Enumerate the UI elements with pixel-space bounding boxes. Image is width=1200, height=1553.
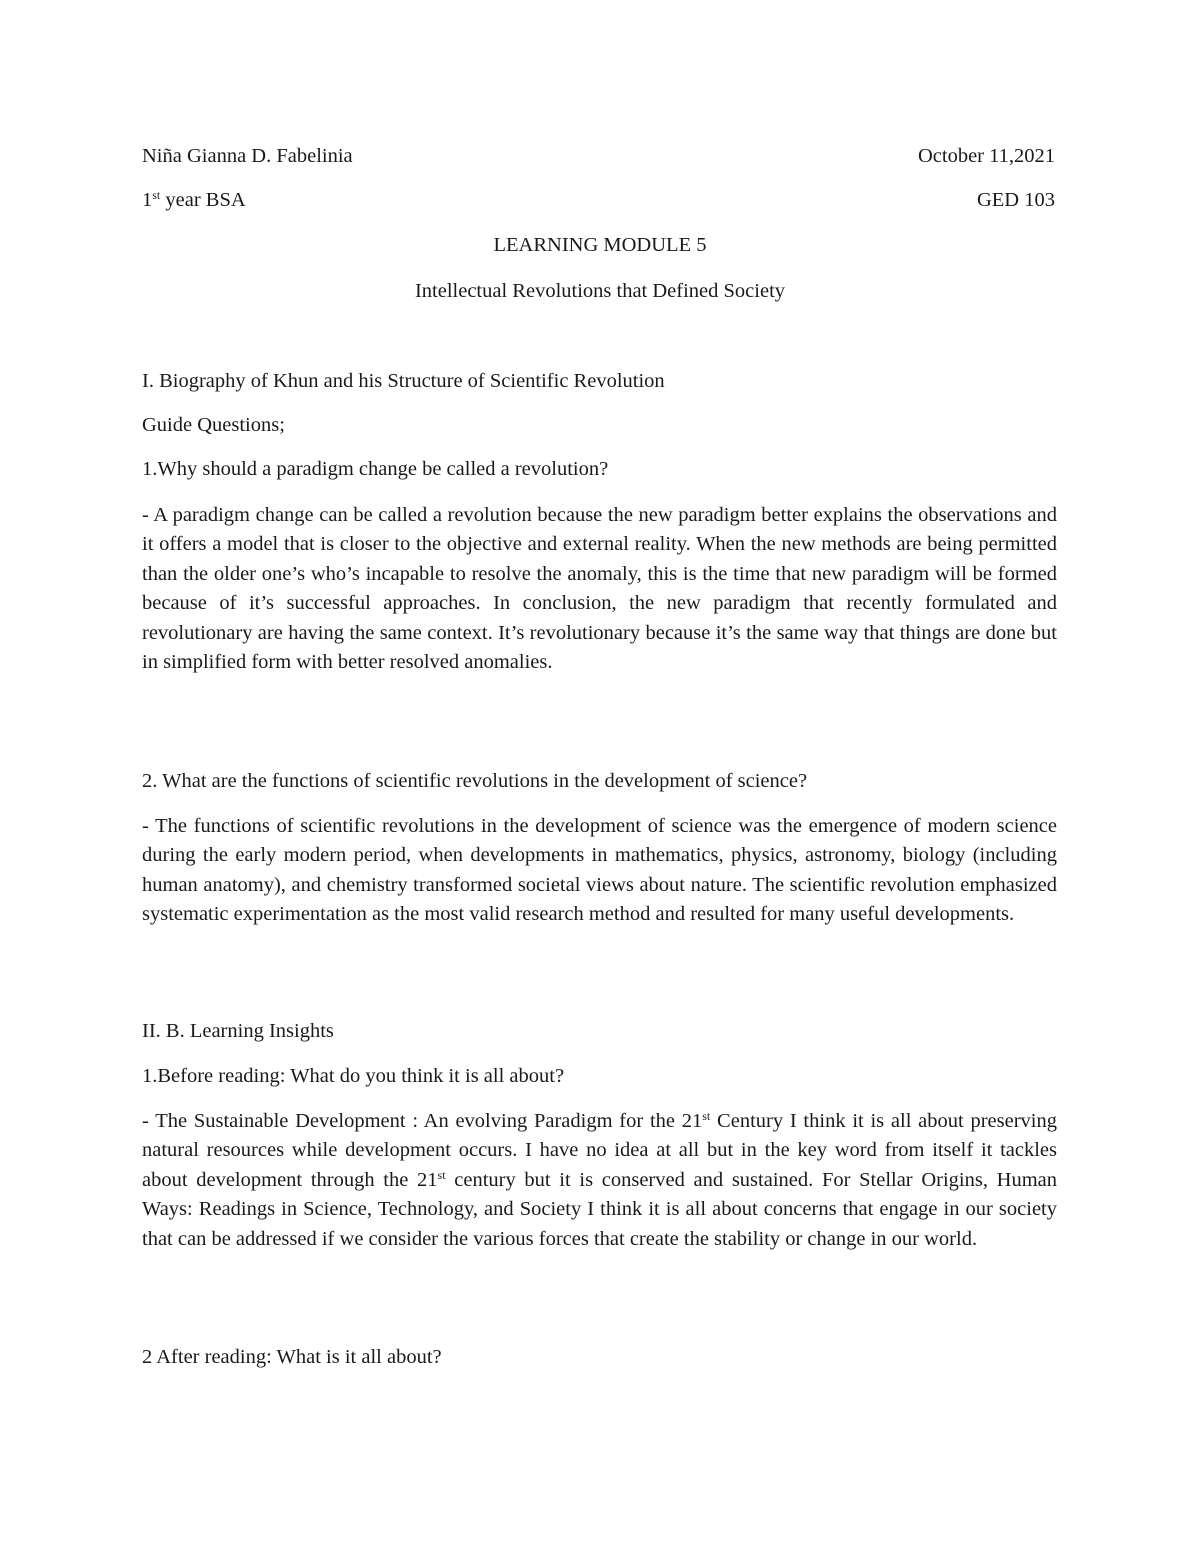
guide-questions-label: Guide Questions; (142, 414, 285, 436)
superscript-st-1: st (702, 1108, 711, 1123)
answer-text-part-3: century but it is conserved and sustained. For Stellar Origins, Human Ways: Readings in Science, Technology, and Society I think it is all about concerns that engage in our society that can be addressed if we consider the various forces that create the stability or change in our world. (142, 1168, 1057, 1250)
answer-text-part-2: Century I think it is all about preserving natural resources while development occurs. I have no idea at all but in the key word from itself it tackles about development through the 21 (142, 1110, 1058, 1191)
course-code: GED 103 (976, 189, 1055, 211)
year-suffix: year BSA (160, 189, 246, 211)
section2-heading: II. B. Learning Insights (142, 1020, 334, 1042)
section2-question-1: 1.Before reading: What do you think it is all about? (142, 1065, 565, 1087)
superscript-st-2: st (437, 1167, 446, 1182)
year-prefix: 1 (142, 189, 153, 211)
document-date: October 11,2021 (917, 145, 1055, 167)
answer-text-part-1: - The Sustainable Development : An evolving Paradigm for the 21 (142, 1110, 703, 1132)
year-level (142, 187, 246, 213)
section1-answer-1: - A paradigm change can be called a revolution because the new paradigm better explains the observations and it offers a model that is closer to the objective and external reality. When the new methods are being permitted than the older one’s who’s incapable to resolve the anomaly, this is the time that new paradigm will be formed because of it’s successful approaches. In conclusion, the new paradigm that recently formulated and revolutionary are having the same context. It’s revolutionary because it’s the same way that things are done but in simplified form with better resolved anomalies. (142, 504, 1057, 674)
section1-question-2: 2. What are the functions of scientific revolutions in the development of science? (142, 770, 808, 792)
year-superscript: st (152, 187, 161, 202)
document-subtitle: Intellectual Revolutions that Defined Society (414, 280, 786, 302)
author-name: Niña Gianna D. Fabelinia (142, 145, 353, 167)
section2-answer-1 (142, 1107, 1057, 1254)
document-title: LEARNING MODULE 5 (493, 234, 707, 256)
section2-question-2: 2 After reading: What is it all about? (142, 1346, 442, 1368)
section1-heading: I. Biography of Khun and his Structure of Scientific Revolution (142, 370, 665, 392)
section1-answer-2: - The functions of scientific revolutions in the development of science was the emergence of modern science during the early modern period, when developments in mathematics, physics, astronomy, biology (including human anatomy), and chemistry transformed societal views about nature. The scientific revolution emphasized systematic experimentation as the most valid research method and resulted for many useful developments. (142, 815, 1057, 926)
section1-question-1: 1.Why should a paradigm change be called a revolution? (142, 458, 609, 480)
